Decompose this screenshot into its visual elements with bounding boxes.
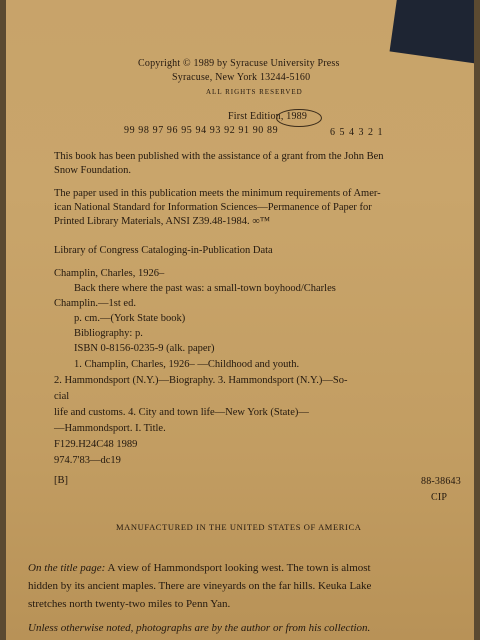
cip-line: Back there where the past was: a small-town boyhood/Charles xyxy=(74,283,336,294)
title-page-note-text: A view of Hammondsport looking west. The town is almost xyxy=(105,562,371,574)
printing-run: 6 5 4 3 2 1 xyxy=(330,127,384,138)
manufactured-line: MANUFACTURED IN THE UNITED STATES OF AMERICA xyxy=(116,522,362,532)
cip-line: 1. Champlin, Charles, 1926– —Childhood and youth. xyxy=(74,359,300,370)
paper-note-line: The paper used in this publication meets the minimum requirements of Amer- xyxy=(54,188,381,199)
lc-control-number: 88-38643 xyxy=(421,476,461,487)
cip-line: Champlin.—1st ed. xyxy=(54,298,136,309)
cip-line: —Hammondsport. I. Title. xyxy=(54,423,166,434)
cip-line: cial xyxy=(54,391,70,402)
pen-circle-annotation xyxy=(276,109,322,127)
rights-reserved: ALL RIGHTS RESERVED xyxy=(206,88,303,96)
cip-line: life and customs. 4. City and town life—New York (State)— xyxy=(54,407,309,418)
cip-line: Bibliography: p. xyxy=(74,328,143,339)
cip-line: p. cm.—(York State book) xyxy=(74,313,186,324)
cip-label: CIP xyxy=(431,492,448,503)
printing-numbers: 99 98 97 96 95 94 93 92 91 90 89 xyxy=(124,125,279,136)
grant-note-line: This book has been published with the assistance of a grant from the John Ben xyxy=(54,151,384,162)
cip-line: F129.H24C48 1989 xyxy=(54,439,138,450)
cip-line: Champlin, Charles, 1926– xyxy=(54,268,165,279)
photo-credit-note: Unless otherwise noted, photographs are by the author or from his collection. xyxy=(28,622,371,634)
title-page-note-label: On the title page: xyxy=(28,562,106,574)
cip-line: 2. Hammondsport (N.Y.)—Biography. 3. Hammondsport (N.Y.)—So- xyxy=(54,375,348,386)
page-edge-shadow xyxy=(390,0,474,64)
title-page-note-line: stretches north twenty-two miles to Penn Yan. xyxy=(28,598,231,610)
paper-note-line: ican National Standard for Information Sciences—Permanence of Paper for xyxy=(54,202,372,213)
cip-line: ISBN 0-8156-0235-9 (alk. paper) xyxy=(74,343,215,354)
grant-note-line: Snow Foundation. xyxy=(54,165,132,176)
copyright-line: Copyright © 1989 by Syracuse University Press xyxy=(138,58,340,69)
paper-note-line: Printed Library Materials, ANSI Z39.48-1984. ∞™ xyxy=(54,216,271,227)
cip-line: 974.7'83—dc19 xyxy=(54,455,121,466)
book-page xyxy=(6,0,474,640)
title-page-note-line: hidden by its ancient maples. There are vineyards on the far hills. Keuka Lake xyxy=(28,580,372,592)
cip-heading: Library of Congress Cataloging-in-Publication Data xyxy=(54,245,273,256)
title-page-note-line xyxy=(28,562,371,574)
publisher-address: Syracuse, New York 13244-5160 xyxy=(172,72,311,83)
edition-line: First Edition, 1989 xyxy=(228,111,308,122)
cip-line: [B] xyxy=(54,475,68,486)
